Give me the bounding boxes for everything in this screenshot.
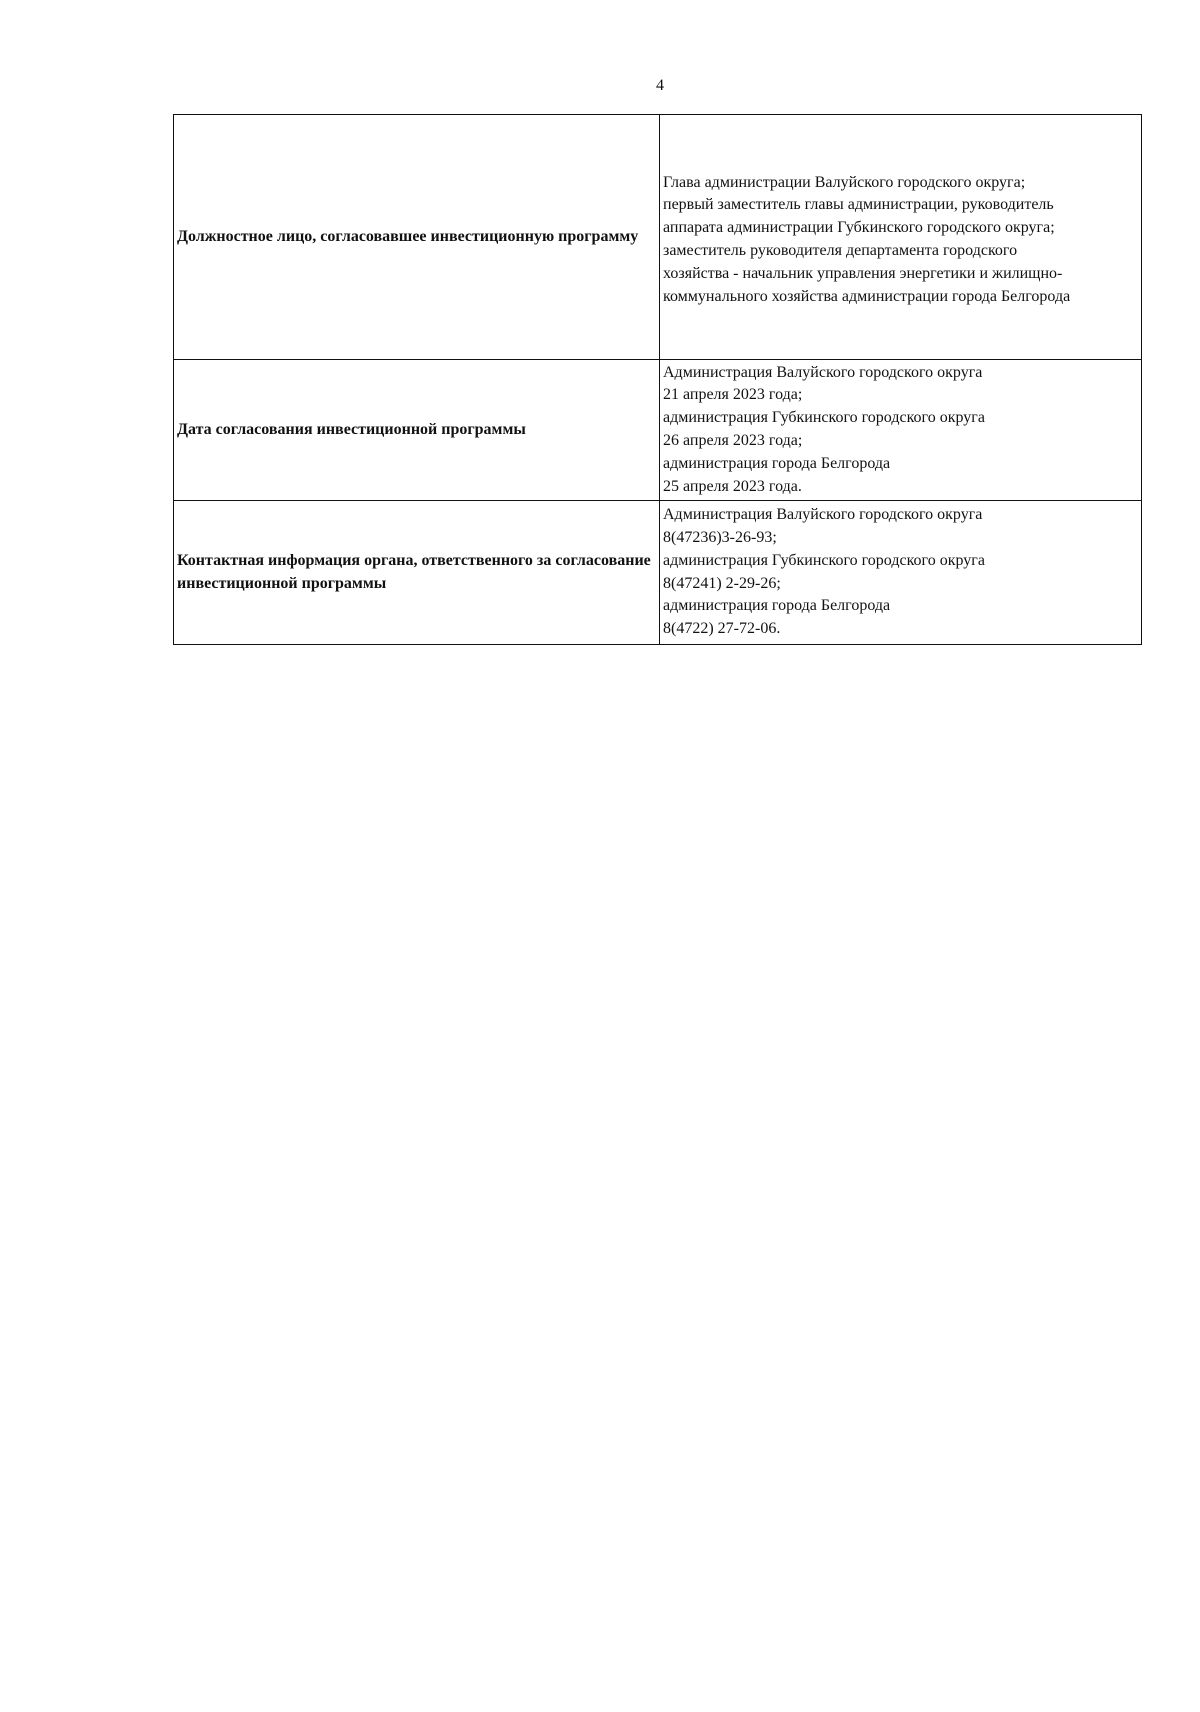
page-number: 4 — [656, 77, 664, 94]
value-line: заместитель руководителя департамента городского — [663, 242, 1018, 259]
value-line: 25 апреля 2023 года. — [663, 477, 802, 495]
value-line: администрация Губкинского городского округа — [663, 409, 985, 427]
value-line: администрация города Белгорода — [663, 597, 891, 615]
value-line: Администрация Валуйского городского округа — [663, 506, 983, 524]
value-line: 8(47241) 2-29-26; — [663, 574, 781, 592]
value-line: Администрация Валуйского городского округа — [663, 363, 983, 381]
value-line: аппарата администрации Губкинского городского округа; — [663, 219, 1055, 237]
value-line: 21 апреля 2023 года; — [663, 386, 803, 404]
value-line: первый заместитель главы администрации, руководитель — [663, 196, 1054, 214]
value-line: 26 апреля 2023 года; — [663, 432, 803, 449]
value-line: администрация города Белгорода — [663, 454, 891, 472]
approval-date-value — [660, 360, 1142, 501]
value-line: 8(4722) 27-72-06. — [663, 620, 781, 638]
contact-info-value — [660, 501, 1142, 645]
approval-date-label: Дата согласования инвестиционной программы — [174, 360, 660, 501]
approving-official-value — [660, 115, 1142, 360]
table-row-approval-date — [174, 360, 1142, 501]
value-line: Глава администрации Валуйского городского округа; — [663, 173, 1026, 191]
value-line: коммунального хозяйства администрации города Белгорода — [663, 287, 1071, 305]
value-line: 8(47236)3-26-93; — [663, 528, 777, 546]
investment-program-approval-table — [173, 114, 1142, 645]
contact-info-label: Контактная информация органа, ответственного за согласование инвестиционной программы — [174, 501, 660, 645]
table-row-contact-info — [174, 501, 1142, 645]
approving-official-label: Должностное лицо, согласовавшее инвестиционную программу — [174, 115, 660, 360]
table-row-approving-official — [174, 115, 1142, 360]
value-line: хозяйства - начальник управления энергетики и жилищно- — [663, 264, 1063, 282]
value-line: администрация Губкинского городского округа — [663, 551, 985, 569]
